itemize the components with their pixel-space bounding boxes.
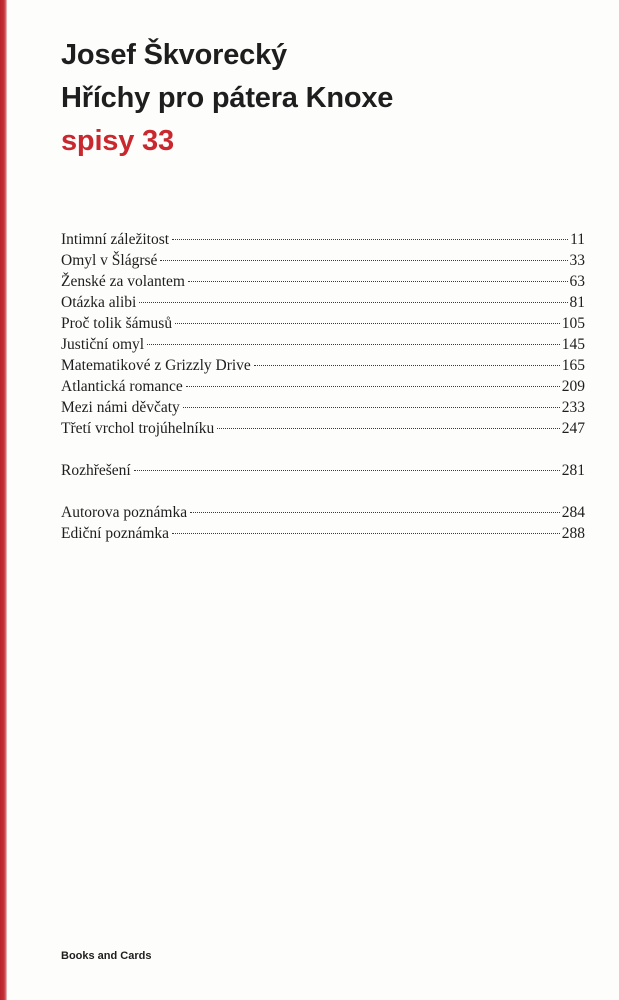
toc-dot-leader (139, 302, 567, 303)
toc-entry[interactable] (61, 502, 585, 523)
toc-entry-page: 63 (569, 273, 585, 290)
toc-entry[interactable] (61, 397, 585, 418)
toc-entry-page: 233 (561, 399, 585, 416)
toc-entry[interactable] (61, 313, 585, 334)
toc-entry-title: Ženské za volantem (61, 273, 185, 290)
book-title: Hříchy pro pátera Knoxe (61, 82, 394, 114)
toc-dot-leader (188, 281, 568, 282)
toc-dot-leader (134, 470, 560, 471)
toc-entry-title: Rozhřešení (61, 462, 131, 479)
toc-entry-title: Intimní záležitost (61, 231, 170, 248)
toc-dot-leader (254, 365, 560, 366)
toc-dot-leader (147, 344, 560, 345)
toc-group-notes (61, 502, 585, 544)
spine-edge (0, 0, 7, 1000)
toc-entry-title: Matematikové z Grizzly Drive (61, 357, 251, 374)
toc-dot-leader (217, 428, 560, 429)
toc-entry[interactable] (61, 418, 585, 439)
toc-entry-page: 105 (561, 315, 585, 332)
toc-entry-page: 145 (561, 336, 585, 353)
toc-entry-page: 165 (561, 357, 585, 374)
toc-dot-leader (175, 323, 560, 324)
toc-entry-page: 81 (569, 294, 585, 311)
toc-entry-page: 209 (561, 378, 585, 395)
toc-entry[interactable] (61, 523, 585, 544)
toc-entry-title: Proč tolik šámusů (61, 315, 173, 332)
toc-dot-leader (172, 239, 568, 240)
toc-group-stories (61, 229, 585, 439)
toc-entry-page: 33 (569, 252, 585, 269)
toc-entry[interactable] (61, 460, 585, 481)
toc-entry[interactable] (61, 250, 585, 271)
toc-entry-title: Atlantická romance (61, 378, 183, 395)
toc-dot-leader (183, 407, 560, 408)
toc-dot-leader (172, 533, 560, 534)
toc-entry-page: 288 (561, 525, 585, 542)
book-header (61, 34, 393, 163)
toc-entry[interactable] (61, 271, 585, 292)
toc-entry-title: Omyl v Šlágrsé (61, 252, 158, 269)
toc-dot-leader (190, 512, 560, 513)
author-name: Josef Škvorecký (61, 39, 287, 71)
toc-entry-title: Otázka alibi (61, 294, 137, 311)
toc-dot-leader (186, 386, 560, 387)
toc-entry[interactable] (61, 229, 585, 250)
toc-entry-page: 281 (561, 462, 585, 479)
toc-entry[interactable] (61, 355, 585, 376)
series-label: spisy 33 (61, 125, 174, 157)
table-of-contents (61, 229, 585, 544)
toc-group-solutions (61, 460, 585, 481)
toc-entry[interactable] (61, 292, 585, 313)
toc-entry[interactable] (61, 334, 585, 355)
toc-entry-page: 284 (561, 504, 585, 521)
toc-entry-page: 247 (561, 420, 585, 437)
toc-entry-page: 11 (570, 231, 585, 248)
toc-entry-title: Justiční omyl (61, 336, 145, 353)
toc-entry-title: Mezi námi děvčaty (61, 399, 180, 416)
toc-dot-leader (160, 260, 567, 261)
toc-entry-title: Autorova poznámka (61, 504, 188, 521)
toc-entry-title: Ediční poznámka (61, 525, 170, 542)
publisher-name: Books and Cards (61, 950, 152, 962)
toc-entry-title: Třetí vrchol trojúhelníku (61, 420, 215, 437)
toc-entry[interactable] (61, 376, 585, 397)
